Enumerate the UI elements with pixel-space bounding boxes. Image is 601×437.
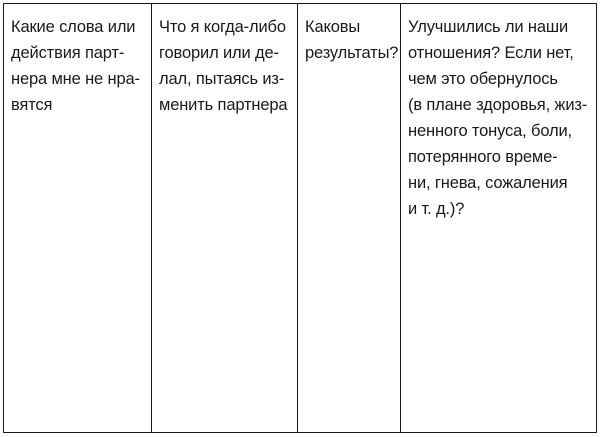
- column-header-text: Улучшились ли наши отношения? Если нет, чем это обернулось (в плане здоровья, жиз- ненного тонуса, боли, потерянного време- ни, гнева, сожаления и т. д.)?: [408, 18, 588, 218]
- column-attempts-to-change: [152, 4, 298, 433]
- column-results: [298, 4, 401, 433]
- column-header-text: Что я когда-либо говорил или де- лал, пытаясь из- менить партнера: [159, 18, 288, 114]
- column-relationship-outcome: [401, 4, 597, 433]
- column-header-text: Каковы результаты?: [305, 18, 399, 62]
- table-row: [4, 4, 597, 433]
- column-disliked-actions: [4, 4, 152, 433]
- column-header-text: Какие слова или действия парт- нера мне не нра- вятся: [11, 18, 140, 114]
- worksheet-table: [3, 3, 597, 433]
